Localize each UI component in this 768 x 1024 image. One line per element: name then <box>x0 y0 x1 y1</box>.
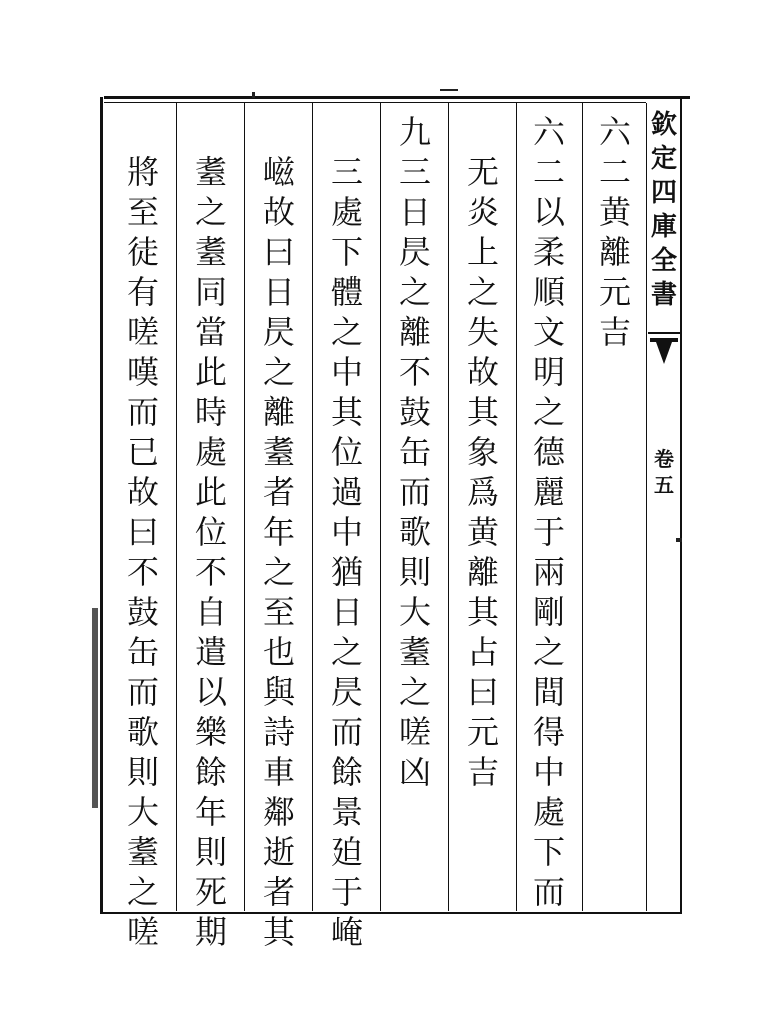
glyph: 之 <box>532 633 565 671</box>
glyph: 文 <box>532 313 565 351</box>
glyph: 至 <box>126 193 159 231</box>
margin-book-title <box>648 108 680 312</box>
glyph: 得 <box>532 713 565 751</box>
glyph: 中 <box>330 353 363 391</box>
text-column-heading <box>590 112 640 352</box>
glyph: 大 <box>126 793 159 831</box>
glyph: 明 <box>532 353 565 391</box>
glyph: 庫 <box>650 212 677 242</box>
glyph: 者 <box>262 873 295 911</box>
glyph: 嘆 <box>126 353 159 391</box>
glyph: 耋 <box>126 833 159 871</box>
text-column <box>458 152 508 792</box>
column-rule <box>176 103 177 911</box>
glyph: 也 <box>262 633 295 671</box>
glyph: 四 <box>650 178 677 208</box>
glyph: 順 <box>532 273 565 311</box>
glyph: 占 <box>466 633 499 671</box>
column-rule <box>448 103 449 911</box>
glyph: 車 <box>262 753 295 791</box>
glyph: 曰 <box>126 513 159 551</box>
glyph: 之 <box>330 313 363 351</box>
glyph: 德 <box>532 433 565 471</box>
glyph: 逝 <box>262 833 295 871</box>
glyph: 死 <box>194 873 227 911</box>
glyph: 至 <box>262 593 295 631</box>
glyph: 三 <box>330 153 363 191</box>
glyph: 三 <box>398 153 431 191</box>
glyph: 此 <box>194 473 227 511</box>
glyph: 時 <box>194 393 227 431</box>
glyph: 則 <box>194 833 227 871</box>
glyph: 不 <box>126 553 159 591</box>
glyph: 九 <box>398 113 431 151</box>
glyph: 體 <box>330 273 363 311</box>
glyph: 失 <box>466 313 499 351</box>
glyph: 景 <box>330 793 363 831</box>
glyph: 而 <box>126 673 159 711</box>
fish-tail-mark <box>648 332 680 334</box>
glyph: 遣 <box>194 633 227 671</box>
glyph: 則 <box>126 753 159 791</box>
glyph: 全 <box>650 246 677 276</box>
glyph: 其 <box>466 593 499 631</box>
glyph: 二 <box>532 153 565 191</box>
glyph: 定 <box>650 144 677 174</box>
glyph: 故 <box>466 353 499 391</box>
glyph: 麗 <box>532 473 565 511</box>
ink-shadow-left <box>92 608 98 808</box>
glyph: 有 <box>126 273 159 311</box>
glyph: 與 <box>262 673 295 711</box>
glyph: 于 <box>532 513 565 551</box>
glyph: 之 <box>466 273 499 311</box>
glyph: 卷 <box>654 447 674 471</box>
glyph: 歌 <box>398 513 431 551</box>
glyph: 者 <box>262 473 295 511</box>
glyph: 嗟 <box>126 313 159 351</box>
glyph: 嗟 <box>126 913 159 951</box>
text-column <box>118 152 168 952</box>
glyph: 將 <box>126 153 159 191</box>
fish-tail-icon <box>648 336 680 368</box>
glyph: 昃 <box>398 233 431 271</box>
glyph: 五 <box>654 473 674 497</box>
glyph: 黄 <box>466 513 499 551</box>
column-rule <box>582 103 583 911</box>
glyph: 之 <box>330 633 363 671</box>
ink-smudge <box>440 89 458 91</box>
glyph: 中 <box>330 513 363 551</box>
glyph: 離 <box>466 553 499 591</box>
glyph: 之 <box>194 193 227 231</box>
glyph: 之 <box>532 393 565 431</box>
glyph: 鄰 <box>262 793 295 831</box>
column-rule <box>380 103 381 911</box>
glyph: 過 <box>330 473 363 511</box>
glyph: 間 <box>532 673 565 711</box>
glyph: 以 <box>532 193 565 231</box>
glyph: 日 <box>330 593 363 631</box>
ink-smudge <box>252 92 255 98</box>
glyph: 猶 <box>330 553 363 591</box>
glyph: 樂 <box>194 713 227 751</box>
glyph: 象 <box>466 433 499 471</box>
glyph: 耋 <box>194 153 227 191</box>
glyph: 之 <box>126 873 159 911</box>
glyph: 年 <box>262 513 295 551</box>
glyph: 自 <box>194 593 227 631</box>
text-column <box>186 152 236 952</box>
glyph: 兩 <box>532 553 565 591</box>
glyph: 餘 <box>330 753 363 791</box>
glyph: 之 <box>262 353 295 391</box>
glyph: 吉 <box>598 313 631 351</box>
glyph: 曰 <box>466 673 499 711</box>
glyph: 期 <box>194 913 227 951</box>
glyph: 缶 <box>398 433 431 471</box>
glyph: 而 <box>126 393 159 431</box>
glyph: 而 <box>330 713 363 751</box>
glyph: 耋 <box>398 633 431 671</box>
glyph: 柔 <box>532 233 565 271</box>
glyph: 下 <box>330 233 363 271</box>
glyph: 處 <box>532 793 565 831</box>
glyph: 中 <box>532 753 565 791</box>
glyph: 曰 <box>262 233 295 271</box>
glyph: 凶 <box>398 753 431 791</box>
glyph: 離 <box>262 393 295 431</box>
margin-volume-label <box>650 446 678 498</box>
glyph: 其 <box>330 393 363 431</box>
glyph: 離 <box>398 313 431 351</box>
glyph: 六 <box>598 113 631 151</box>
glyph: 已 <box>126 433 159 471</box>
column-rule <box>646 103 647 911</box>
glyph: 故 <box>262 193 295 231</box>
glyph: 之 <box>398 273 431 311</box>
glyph: 書 <box>650 280 677 310</box>
column-rule <box>244 103 245 911</box>
glyph: 此 <box>194 353 227 391</box>
glyph: 不 <box>194 553 227 591</box>
glyph: 嗟 <box>398 713 431 751</box>
glyph: 日 <box>398 193 431 231</box>
text-column <box>254 152 304 952</box>
glyph: 故 <box>126 473 159 511</box>
glyph: 鼓 <box>398 393 431 431</box>
glyph: 不 <box>398 353 431 391</box>
glyph: 剛 <box>532 593 565 631</box>
glyph: 缶 <box>126 633 159 671</box>
glyph: 處 <box>330 193 363 231</box>
glyph: 之 <box>262 553 295 591</box>
glyph: 位 <box>330 433 363 471</box>
glyph: 而 <box>398 473 431 511</box>
glyph: 黄 <box>598 193 631 231</box>
glyph: 年 <box>194 793 227 831</box>
glyph: 嵫 <box>262 153 295 191</box>
glyph: 耋 <box>262 433 295 471</box>
glyph: 離 <box>598 233 631 271</box>
glyph: 元 <box>466 713 499 751</box>
glyph: 則 <box>398 553 431 591</box>
glyph: 日 <box>262 273 295 311</box>
glyph: 詩 <box>262 713 295 751</box>
glyph: 炎 <box>466 193 499 231</box>
glyph: 爲 <box>466 473 499 511</box>
frame-top-border <box>104 96 690 99</box>
frame-top-inner-border <box>104 102 646 103</box>
glyph: 而 <box>532 873 565 911</box>
glyph: 其 <box>262 913 295 951</box>
glyph: 二 <box>598 153 631 191</box>
glyph: 崦 <box>330 913 363 951</box>
glyph: 无 <box>466 153 499 191</box>
glyph: 當 <box>194 313 227 351</box>
frame-left-border <box>100 97 103 914</box>
glyph: 以 <box>194 673 227 711</box>
text-column <box>524 112 574 912</box>
glyph: 處 <box>194 433 227 471</box>
glyph: 之 <box>398 673 431 711</box>
glyph: 同 <box>194 273 227 311</box>
glyph: 六 <box>532 113 565 151</box>
glyph: 于 <box>330 873 363 911</box>
text-column <box>322 152 372 952</box>
glyph: 元 <box>598 273 631 311</box>
glyph: 上 <box>466 233 499 271</box>
ink-smudge <box>676 538 682 542</box>
glyph: 大 <box>398 593 431 631</box>
glyph: 其 <box>466 393 499 431</box>
glyph: 徒 <box>126 233 159 271</box>
column-rule <box>312 103 313 911</box>
column-rule <box>516 103 517 911</box>
glyph: 吉 <box>466 753 499 791</box>
glyph: 歌 <box>126 713 159 751</box>
glyph: 餘 <box>194 753 227 791</box>
glyph: 位 <box>194 513 227 551</box>
glyph: 欽 <box>650 110 677 140</box>
text-column <box>390 112 440 792</box>
glyph: 鼓 <box>126 593 159 631</box>
glyph: 下 <box>532 833 565 871</box>
glyph: 廹 <box>330 833 363 871</box>
glyph: 昃 <box>262 313 295 351</box>
glyph: 耋 <box>194 233 227 271</box>
frame-right-border <box>680 97 682 914</box>
glyph: 昃 <box>330 673 363 711</box>
